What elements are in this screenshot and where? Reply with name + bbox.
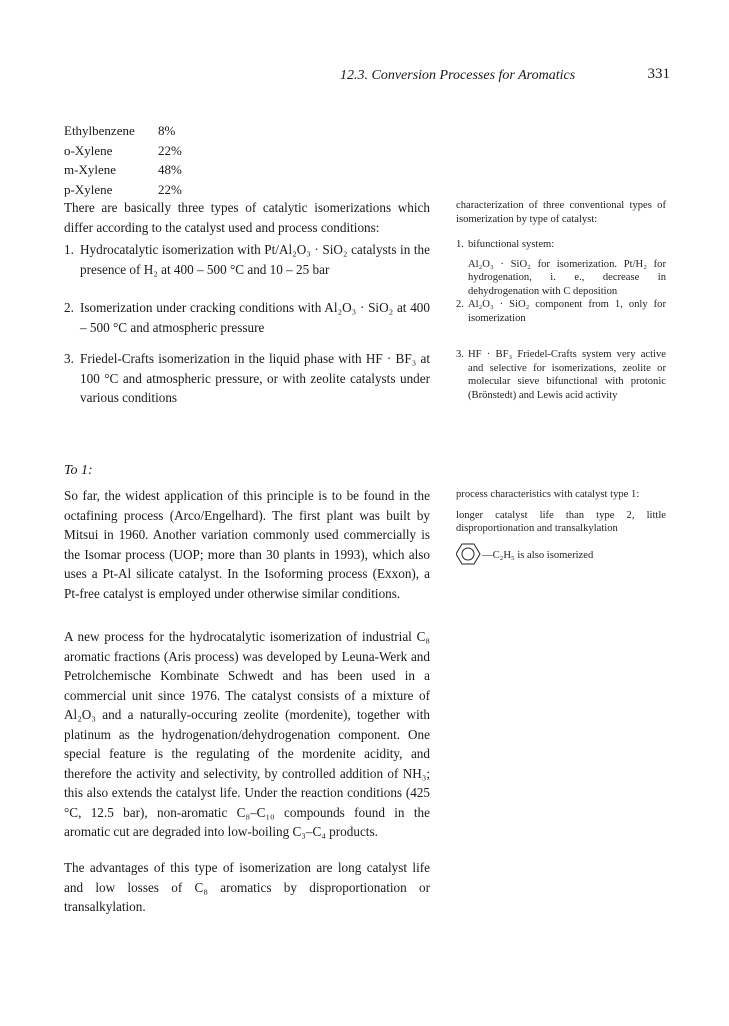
paragraph-text: So far, the widest application of this principle is to be found in the octafining process (Arco/Engelhard). The first plant was built by Mitsui in 1960. Another variation commonly used commercially is the Isomar process (UOP; more than 30 plants in 1993), which also uses a Pt-Al silicate catalyst. In the Isoforming process (Exxon), a Pt-free catalyst is employed under otherwise similar conditions. (64, 488, 430, 601)
component-value: 8% (158, 123, 176, 138)
side-note-type-3 (456, 348, 666, 402)
item-number: 2. (456, 299, 464, 310)
item-number: 3. (64, 351, 74, 366)
paragraph-text: A new process for the hydrocatalytic isomerization of industrial C₈ aromatic fractions (Aris process) was developed by Leuna-Werk and Petrolchemische Kombinate Schwedt and has been used in a commercial unit since 1976. The catalyst consists of a mixture of Al₂O₃ and a naturally-occuring zeolite (mordenite), together with platinum as the hydrogenation/dehydrogenation component. One special feature is the regulating of the mordenite acidity, and therefore the activity and selectivity, by controlled addition of NH₃; this also extends the catalyst life. Under the reaction conditions (425 °C, 12.5 bar), non-aromatic C₈–C₁₀ compounds found in the aromatic cut are degraded into low-boiling C₃–C₄ products. (64, 629, 430, 839)
intro-paragraph (64, 198, 430, 237)
benzene-ring-icon (456, 542, 482, 571)
item-detail: Al₂O₃ · SiO₂ for isomerization. Pt/H₂ for hydrogenation, i. e., decrease in dehydrogenation with C deposition (468, 258, 666, 297)
side-text: longer catalyst life than type 2, little disproportionation and transalkylation (456, 509, 666, 534)
ethylbenzene-text: —C₂H₅ is also isomerized (482, 550, 594, 561)
item-label: bifunctional system: (468, 239, 555, 250)
paragraph-advantages (64, 858, 430, 917)
component-value: 48% (158, 162, 182, 177)
table-row (64, 160, 198, 180)
section-title: 12.3. Conversion Processes for Aromatics (340, 68, 576, 83)
side-heading: process characteristics with catalyst type 1: (456, 489, 640, 500)
item-text: Friedel-Crafts isomerization in the liquid phase with HF · BF₃ at 100 °C and atmospheric pressure, or with zeolite catalysts under various conditions (80, 351, 430, 405)
table-row (64, 180, 198, 200)
component-value: 22% (158, 142, 182, 158)
item-text: HF · BF₃ Friedel-Crafts system very active and selective for isomerizations, zeolite or molecular sieve bifunctional with protonic (Brönstedt) and Lewis acid activity (468, 349, 666, 401)
component-name: p-Xylene (64, 181, 113, 197)
component-value: 22% (158, 181, 182, 197)
item-text: Isomerization under cracking conditions with Al₂O₃ · SiO₂ at 400 – 500 °C and atmospheric pressure (80, 300, 430, 335)
item-number: 3. (456, 349, 464, 360)
side-note-types-heading (456, 199, 666, 226)
side-note-type-1 (456, 238, 666, 298)
ethylbenzene-note (456, 542, 666, 571)
paragraph-text: The advantages of this type of isomerization are long catalyst life and low losses of C₈ aromatics by disproportionation or transalkylation. (64, 860, 430, 914)
page-number: 331 (647, 66, 670, 82)
type-item-1 (64, 240, 430, 279)
component-name: Ethylbenzene (64, 123, 135, 138)
component-name: o-Xylene (64, 142, 113, 158)
intro-text: There are basically three types of catalytic isomerizations which differ according to the catalyst used and process conditions: (64, 200, 430, 235)
item-text: Al₂O₃ · SiO₂ component from 1, only for isomerization (468, 299, 666, 324)
side-heading: characterization of three conventional types of isomerization by type of catalyst: (456, 200, 666, 225)
composition-table (64, 121, 198, 199)
side-note-type-2 (456, 298, 666, 325)
side-note-process (456, 488, 666, 570)
table-row (64, 141, 198, 161)
subsection-heading-text: To 1: (64, 463, 93, 478)
table-row (64, 121, 198, 141)
type-item-3 (64, 349, 430, 408)
paragraph-aris (64, 627, 430, 842)
item-number: 2. (64, 300, 74, 315)
type-item-2 (64, 298, 430, 337)
paragraph-octafining (64, 486, 430, 603)
component-name: m-Xylene (64, 162, 116, 177)
subsection-heading (64, 461, 430, 481)
item-text: Hydrocatalytic isomerization with Pt/Al₂O₃ · SiO₂ catalysts in the presence of H₂ at 400 – 500 °C and 10 – 25 bar (80, 242, 430, 277)
item-number: 1. (64, 242, 74, 257)
item-number: 1. (456, 239, 464, 250)
